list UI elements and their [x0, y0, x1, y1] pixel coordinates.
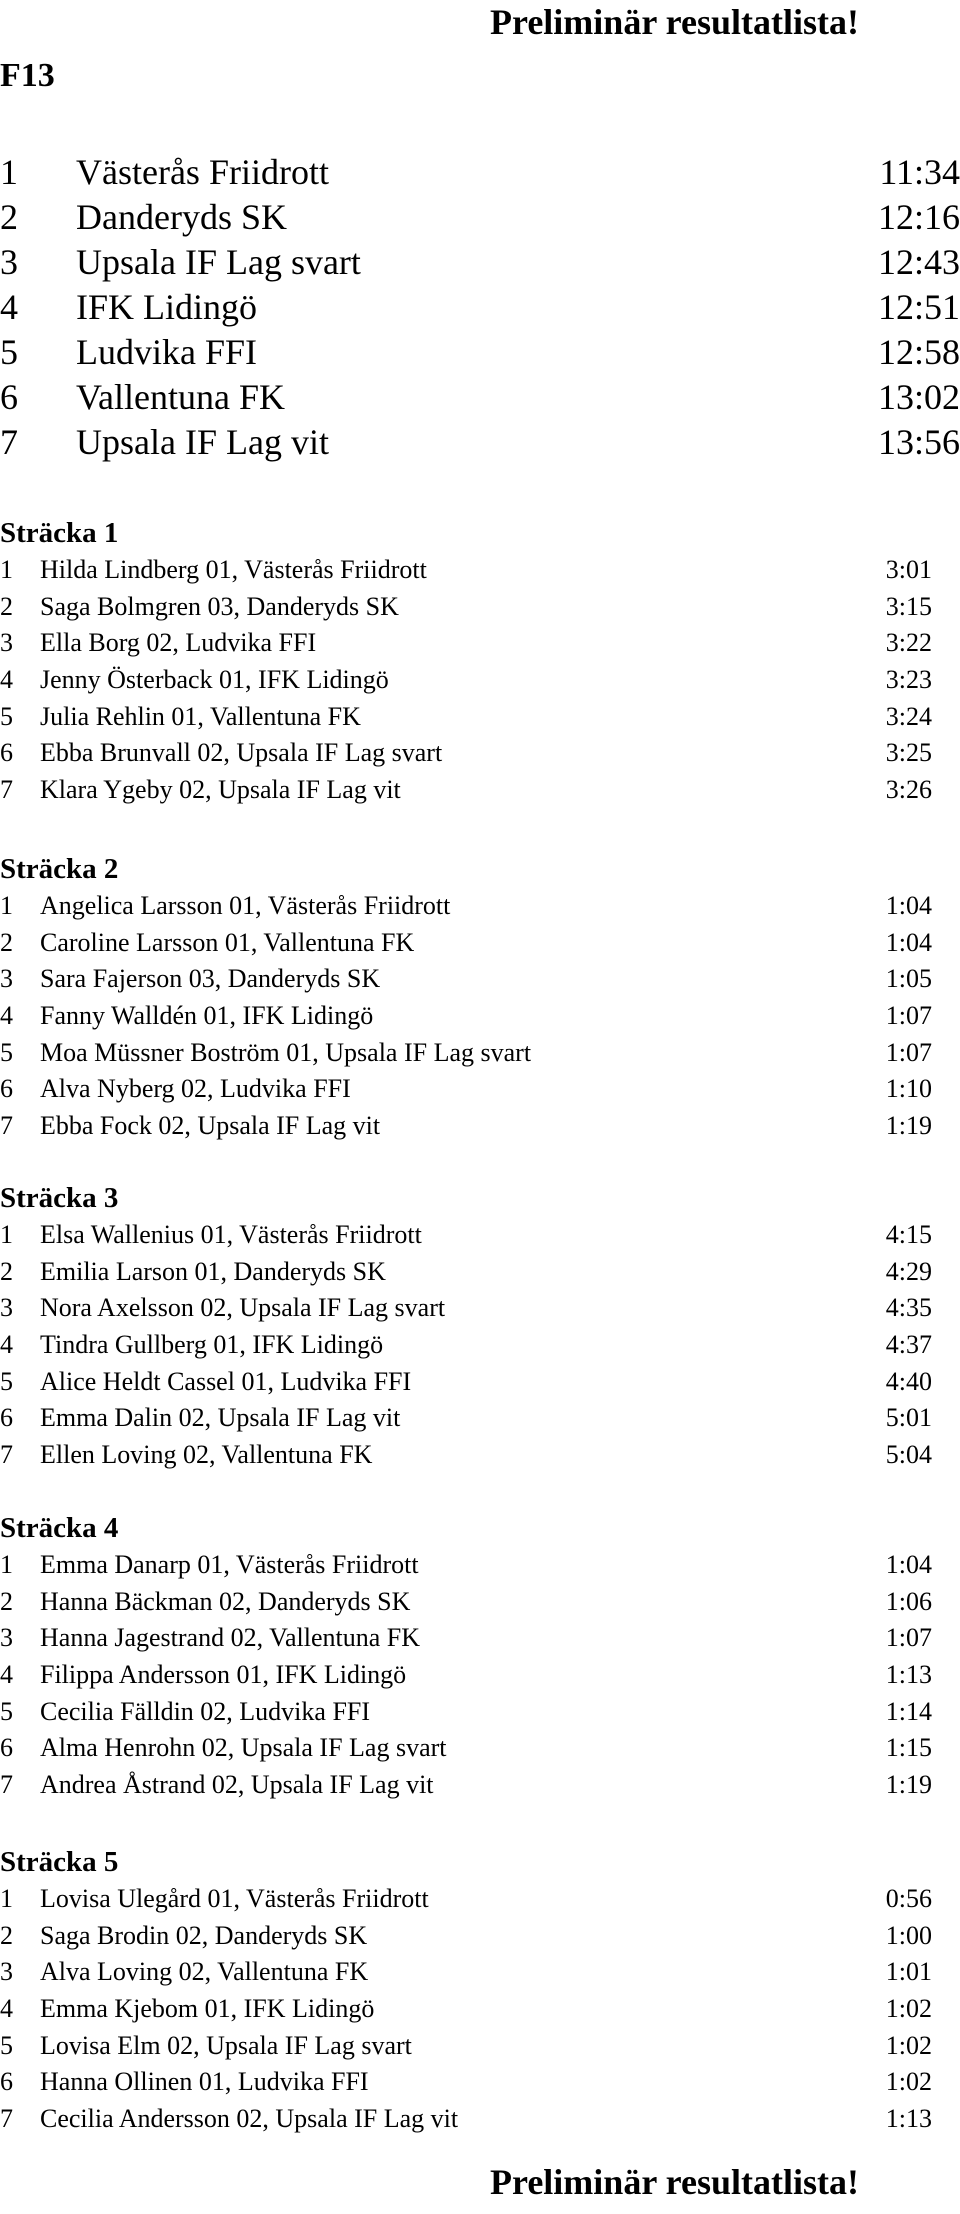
runner-time: 1:14	[885, 1696, 932, 1726]
team-position: 2	[0, 197, 18, 237]
leg-result-row	[0, 2064, 960, 2101]
runner-info: Hanna Bäckman 02, Danderyds SK	[40, 1586, 411, 1616]
team-result-row	[0, 375, 960, 420]
runner-info: Klara Ygeby 02, Upsala IF Lag vit	[40, 775, 401, 805]
runner-time: 1:04	[885, 927, 932, 957]
runner-time: 4:15	[885, 1220, 932, 1249]
runner-time: 5:01	[885, 1403, 932, 1433]
runner-position: 6	[0, 2067, 13, 2097]
runner-position: 2	[0, 1920, 13, 1950]
team-name: IFK Lidingö	[76, 287, 258, 327]
leg-result-row	[0, 1364, 960, 1401]
runner-info: Filippa Andersson 01, IFK Lidingö	[40, 1660, 407, 1690]
team-time: 12:43	[877, 242, 960, 282]
page-header-title: Preliminär resultatlista!	[490, 2, 859, 42]
runner-position: 6	[0, 1733, 13, 1763]
team-time: 12:16	[877, 197, 960, 237]
runner-position: 2	[0, 927, 13, 957]
runner-info: Ellen Loving 02, Vallentuna FK	[40, 1440, 373, 1470]
leg-section-3	[0, 1181, 960, 1474]
runner-position: 6	[0, 1074, 13, 1104]
runner-info: Tindra Gullberg 01, IFK Lidingö	[40, 1330, 384, 1360]
runner-position: 4	[0, 1994, 13, 2024]
runner-time: 1:07	[885, 1001, 932, 1031]
runner-info: Emma Danarp 01, Västerås Friidrott	[40, 1550, 419, 1579]
runner-position: 2	[0, 1256, 13, 1286]
team-result-row	[0, 330, 960, 375]
runner-position: 7	[0, 2104, 13, 2134]
runner-info: Alva Loving 02, Vallentuna FK	[40, 1957, 369, 1987]
leg-result-row	[0, 1327, 960, 1364]
runner-info: Lovisa Ulegård 01, Västerås Friidrott	[40, 1884, 429, 1913]
leg-result-row	[0, 961, 960, 998]
runner-time: 1:06	[885, 1586, 932, 1616]
runner-time: 1:19	[885, 1770, 932, 1800]
runner-time: 1:02	[885, 2067, 932, 2097]
runner-time: 4:35	[885, 1293, 932, 1323]
leg-result-row	[0, 1730, 960, 1767]
runner-time: 1:13	[885, 1660, 932, 1690]
team-position: 7	[0, 422, 18, 462]
runner-position: 7	[0, 775, 13, 805]
runner-info: Cecilia Fälldin 02, Ludvika FFI	[40, 1696, 371, 1726]
runner-time: 4:37	[885, 1330, 932, 1360]
runner-info: Julia Rehlin 01, Vallentuna FK	[40, 701, 361, 731]
runner-time: 3:22	[885, 628, 932, 658]
runner-time: 1:02	[885, 1994, 932, 2024]
runner-time: 1:01	[885, 1957, 932, 1987]
runner-time: 1:15	[885, 1733, 932, 1763]
leg-result-row	[0, 1217, 960, 1254]
runner-time: 5:04	[885, 1440, 932, 1470]
team-position: 5	[0, 332, 18, 372]
runner-position: 5	[0, 701, 13, 731]
leg-result-row	[0, 1035, 960, 1072]
runner-position: 2	[0, 1586, 13, 1616]
team-position: 1	[0, 152, 18, 192]
leg-result-row	[0, 662, 960, 699]
runner-info: Hilda Lindberg 01, Västerås Friidrott	[40, 555, 427, 584]
leg-result-row	[0, 1954, 960, 1991]
runner-time: 1:00	[885, 1920, 932, 1950]
team-result-row	[0, 420, 960, 465]
runner-info: Ella Borg 02, Ludvika FFI	[40, 628, 317, 658]
runner-info: Hanna Ollinen 01, Ludvika FFI	[40, 2067, 369, 2097]
team-results-list	[0, 150, 960, 465]
leg-section-4	[0, 1511, 960, 1804]
runner-time: 3:01	[885, 555, 932, 584]
team-position: 4	[0, 287, 18, 327]
runner-time: 1:07	[885, 1037, 932, 1067]
runner-time: 1:04	[885, 891, 932, 920]
runner-position: 3	[0, 1293, 13, 1323]
runner-position: 3	[0, 628, 13, 658]
leg-result-row	[0, 589, 960, 626]
leg-result-row	[0, 1881, 960, 1918]
leg-result-row	[0, 1437, 960, 1474]
runner-position: 6	[0, 738, 13, 768]
runner-info: Jenny Österback 01, IFK Lidingö	[40, 665, 389, 695]
leg-title: Sträcka 2	[0, 853, 119, 885]
leg-title: Sträcka 5	[0, 1846, 119, 1878]
leg-result-row	[0, 925, 960, 962]
runner-time: 3:24	[885, 701, 932, 731]
runner-position: 1	[0, 1884, 13, 1913]
runner-info: Ebba Fock 02, Upsala IF Lag vit	[40, 1111, 381, 1141]
leg-result-row	[0, 1991, 960, 2028]
leg-result-row	[0, 1657, 960, 1694]
leg-result-row	[0, 625, 960, 662]
runner-info: Saga Bolmgren 03, Danderyds SK	[40, 591, 399, 621]
leg-result-row	[0, 1290, 960, 1327]
leg-result-row	[0, 1254, 960, 1291]
team-result-row	[0, 240, 960, 285]
leg-result-row	[0, 888, 960, 925]
leg-result-row	[0, 1584, 960, 1621]
leg-result-row	[0, 1918, 960, 1955]
team-name: Ludvika FFI	[76, 332, 258, 372]
runner-position: 7	[0, 1770, 13, 1800]
team-position: 6	[0, 377, 18, 417]
leg-result-row	[0, 998, 960, 1035]
leg-result-row	[0, 1400, 960, 1437]
team-name: Upsala IF Lag vit	[76, 422, 329, 462]
runner-time: 1:05	[885, 964, 932, 994]
runner-info: Elsa Wallenius 01, Västerås Friidrott	[40, 1220, 422, 1249]
leg-section-5	[0, 1845, 960, 2138]
leg-result-row	[0, 552, 960, 589]
runner-time: 3:26	[885, 775, 932, 805]
runner-position: 7	[0, 1111, 13, 1141]
runner-position: 5	[0, 1366, 13, 1396]
runner-position: 5	[0, 1696, 13, 1726]
team-result-row	[0, 150, 960, 195]
runner-position: 1	[0, 1550, 13, 1579]
runner-info: Ebba Brunvall 02, Upsala IF Lag svart	[40, 738, 443, 768]
leg-title: Sträcka 4	[0, 1512, 119, 1544]
runner-time: 1:19	[885, 1111, 932, 1141]
leg-section-1	[0, 516, 960, 809]
runner-info: Angelica Larsson 01, Västerås Friidrott	[40, 891, 451, 920]
page-footer-title: Preliminär resultatlista!	[490, 2162, 859, 2202]
leg-result-row	[0, 1620, 960, 1657]
runner-info: Nora Axelsson 02, Upsala IF Lag svart	[40, 1293, 446, 1323]
runner-position: 1	[0, 891, 13, 920]
team-result-row	[0, 285, 960, 330]
runner-time: 4:40	[885, 1366, 932, 1396]
team-name: Upsala IF Lag svart	[76, 242, 361, 282]
leg-result-row	[0, 1694, 960, 1731]
runner-time: 0:56	[885, 1884, 932, 1913]
leg-title: Sträcka 3	[0, 1182, 119, 1214]
runner-info: Hanna Jagestrand 02, Vallentuna FK	[40, 1623, 421, 1653]
runner-position: 1	[0, 555, 13, 584]
runner-info: Fanny Walldén 01, IFK Lidingö	[40, 1001, 374, 1031]
leg-result-row	[0, 699, 960, 736]
leg-section-2	[0, 852, 960, 1145]
leg-result-row	[0, 1071, 960, 1108]
runner-time: 1:07	[885, 1623, 932, 1653]
runner-time: 3:15	[885, 591, 932, 621]
team-time: 11:34	[879, 152, 960, 192]
runner-position: 5	[0, 2030, 13, 2060]
runner-info: Emma Kjebom 01, IFK Lidingö	[40, 1994, 375, 2024]
runner-info: Lovisa Elm 02, Upsala IF Lag svart	[40, 2030, 412, 2060]
runner-position: 7	[0, 1440, 13, 1470]
runner-position: 2	[0, 591, 13, 621]
runner-time: 3:25	[885, 738, 932, 768]
runner-info: Sara Fajerson 03, Danderyds SK	[40, 964, 381, 994]
leg-result-row	[0, 735, 960, 772]
team-time: 13:02	[877, 377, 960, 417]
runner-position: 3	[0, 964, 13, 994]
leg-result-row	[0, 1108, 960, 1145]
runner-info: Alva Nyberg 02, Ludvika FFI	[40, 1074, 351, 1104]
team-time: 12:58	[877, 332, 960, 372]
leg-result-row	[0, 1767, 960, 1804]
runner-info: Andrea Åstrand 02, Upsala IF Lag vit	[40, 1770, 434, 1800]
runner-info: Alice Heldt Cassel 01, Ludvika FFI	[40, 1366, 412, 1396]
runner-time: 4:29	[885, 1256, 932, 1286]
class-label: F13	[0, 57, 55, 94]
runner-info: Emilia Larson 01, Danderyds SK	[40, 1256, 386, 1286]
team-name: Vallentuna FK	[76, 377, 285, 417]
runner-info: Caroline Larsson 01, Vallentuna FK	[40, 927, 415, 957]
team-time: 13:56	[877, 422, 960, 462]
leg-result-row	[0, 1547, 960, 1584]
runner-position: 4	[0, 1001, 13, 1031]
runner-time: 1:02	[885, 2030, 932, 2060]
runner-time: 1:04	[885, 1550, 932, 1579]
leg-title: Sträcka 1	[0, 517, 119, 549]
runner-info: Cecilia Andersson 02, Upsala IF Lag vit	[40, 2104, 459, 2134]
runner-time: 3:23	[885, 665, 932, 695]
runner-position: 6	[0, 1403, 13, 1433]
runner-position: 4	[0, 1330, 13, 1360]
runner-position: 1	[0, 1220, 13, 1249]
runner-position: 4	[0, 665, 13, 695]
leg-result-row	[0, 772, 960, 809]
runner-time: 1:13	[885, 2104, 932, 2134]
team-result-row	[0, 195, 960, 240]
runner-position: 3	[0, 1957, 13, 1987]
runner-info: Saga Brodin 02, Danderyds SK	[40, 1920, 368, 1950]
runner-info: Alma Henrohn 02, Upsala IF Lag svart	[40, 1733, 447, 1763]
runner-position: 4	[0, 1660, 13, 1690]
runner-position: 5	[0, 1037, 13, 1067]
runner-info: Emma Dalin 02, Upsala IF Lag vit	[40, 1403, 401, 1433]
leg-result-row	[0, 2028, 960, 2065]
team-name: Västerås Friidrott	[76, 152, 329, 192]
team-name: Danderyds SK	[76, 197, 287, 237]
leg-result-row	[0, 2101, 960, 2138]
runner-position: 3	[0, 1623, 13, 1653]
runner-info: Moa Müssner Boström 01, Upsala IF Lag svart	[40, 1037, 532, 1067]
runner-time: 1:10	[885, 1074, 932, 1104]
team-position: 3	[0, 242, 18, 282]
team-time: 12:51	[877, 287, 960, 327]
